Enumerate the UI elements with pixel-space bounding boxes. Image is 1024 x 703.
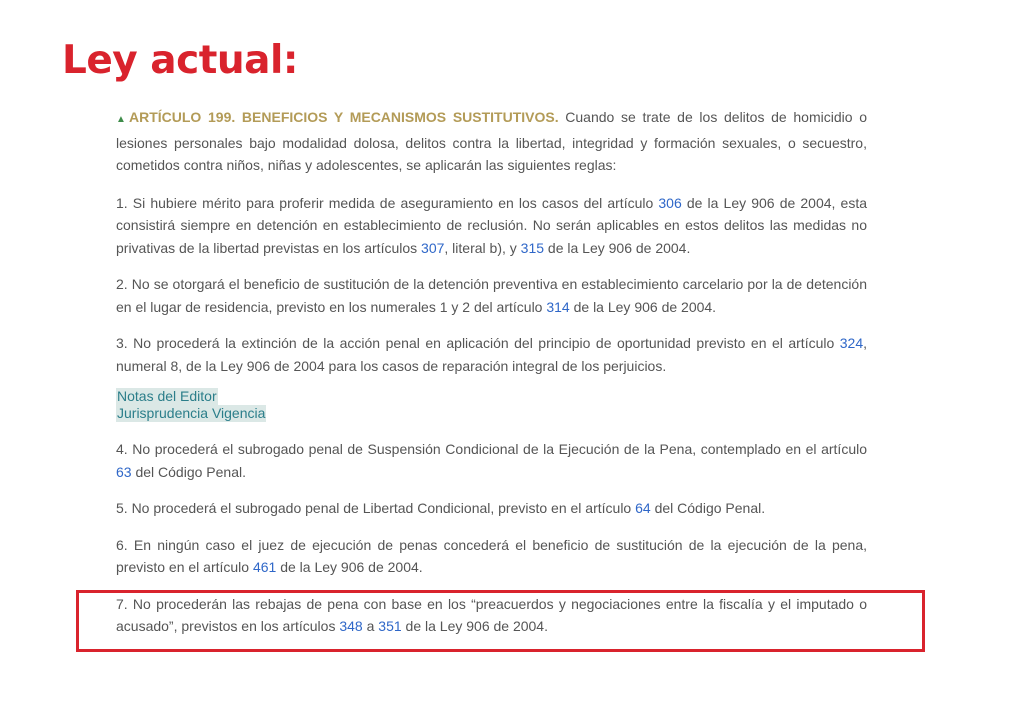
rule-text: , literal b), y [444,239,521,256]
highlight-box-rule-7 [76,590,925,652]
rule-paragraph [116,273,867,318]
rule-text: 5. No procederá el subrogado penal de Libertad Condicional, previsto en el artículo [116,500,636,516]
rule-text: del Código Penal. [650,500,766,516]
rule-text: del Código Penal. [131,463,246,480]
article-link[interactable]: 63 [116,463,132,480]
rule-text: , numeral 8, de la Ley 906 de 2004 para los casos de reparación integral de los perjuicios. [116,335,867,374]
article-intro [116,106,867,177]
article-link[interactable]: 315 [520,239,545,256]
article-text [116,106,867,652]
rule-text: 4. No procederá el subrogado penal de Suspensión Condicional de la Ejecución de la Pena, contemplado en el artículo [116,441,867,457]
article-heading: ARTÍCULO 199. BENEFICIOS Y MECANISMOS SUSTITUTIVOS. [129,109,559,125]
jurisprudence-link[interactable]: Jurisprudencia Vigencia [117,405,266,421]
rule-text: de la Ley 906 de 2004. [544,239,691,256]
up-arrow-icon[interactable]: ▲ [116,114,126,125]
article-link[interactable]: 64 [635,500,651,516]
rule-paragraph [116,192,867,260]
rule-paragraph [116,497,867,520]
article-link[interactable]: 324 [839,335,864,351]
rule-paragraph [116,534,867,579]
article-link[interactable]: 307 [421,239,445,256]
rule-paragraph [116,332,867,377]
article-link[interactable]: 306 [658,194,682,211]
rule-text: a [362,618,379,634]
article-link[interactable]: 348 [339,618,363,634]
rule-text: de la Ley 906 de 2004, esta consistirá siempre en detención en establecimiento de reclusión. No serán aplicables en estos delitos las medidas no privativas de la libertad previstas en los artículos [116,194,867,256]
rule-text: de la Ley 906 de 2004. [401,618,548,634]
article-link[interactable]: 314 [546,298,570,315]
editor-notes-link[interactable]: Notas del Editor [117,388,217,404]
page-title: Ley actual: [62,38,298,83]
article-link[interactable]: 351 [378,618,402,634]
rule-text: 6. En ningún caso el juez de ejecución de penas concederá el beneficio de sustitución de la ejecución de la pena, previsto en el artículo [116,536,867,575]
rule-text: 1. Si hubiere mérito para proferir medida de aseguramiento en los casos del artículo [116,194,659,211]
editor-notes [116,388,867,422]
article-intro-text: Cuando se trate de los delitos de homicidio o lesiones personales bajo modalidad dolosa, delitos contra la libertad, integridad y formación sexuales, o secuestro, cometidos contra niños, niñas y adolescentes, se aplicarán las siguientes reglas: [116,109,868,173]
rule-text: 3. No procederá la extinción de la acción penal en aplicación del principio de oportunidad previsto en el artículo [116,335,840,351]
rule-paragraph [116,438,867,483]
rules-list [116,192,867,378]
rule-text: de la Ley 906 de 2004. [569,298,717,315]
rule-text: 2. No se otorgará el beneficio de sustitución de la detención preventiva en establecimiento carcelario por la de detención en el lugar de residencia, previsto en los numerales 1 y 2 del artículo [116,276,867,315]
rule-text: de la Ley 906 de 2004. [276,559,423,575]
rule-text: 7. No procederán las rebajas de pena con base en los “preacuerdos y negociaciones entre la fiscalía y el imputado o acusado”, previstos en los artículos [116,595,867,634]
article-link[interactable]: 461 [252,559,277,575]
